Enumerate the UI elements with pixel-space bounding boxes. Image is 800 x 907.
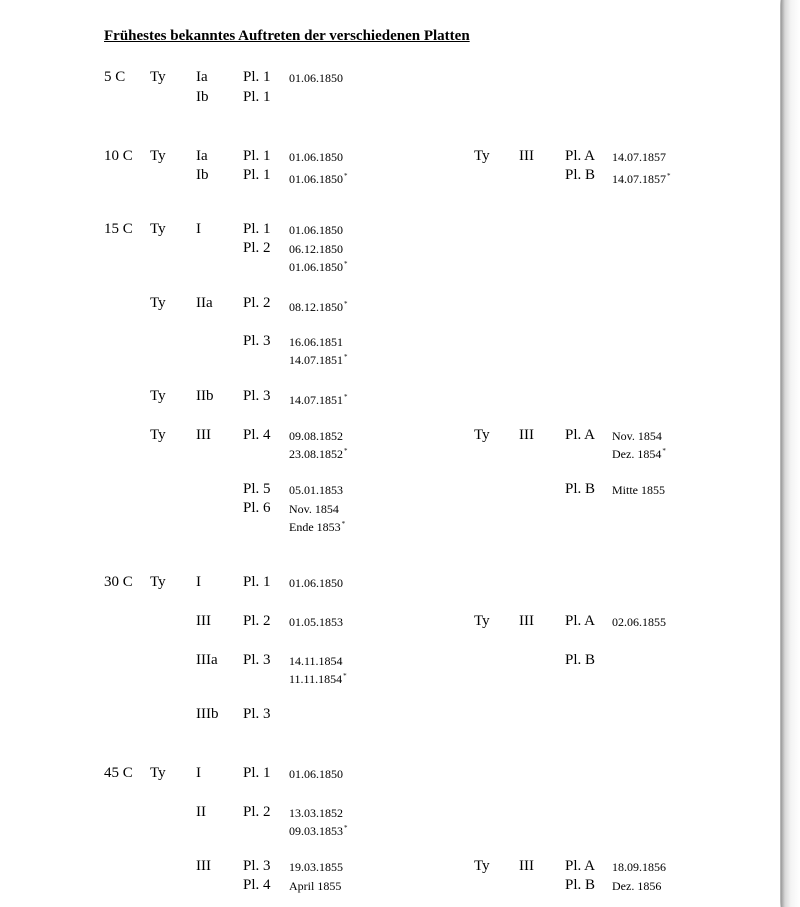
date-entry: 14.07.1857 (612, 150, 666, 164)
date-entry: 09.08.1852 (289, 429, 343, 443)
date-entry: 09.03.1853* (289, 824, 348, 838)
date-entry: Ende 1853* (289, 520, 346, 534)
date-entry: 01.05.1853 (289, 615, 343, 629)
plate-1: Pl. 1 (243, 89, 271, 105)
type-ty: Ty (474, 858, 490, 874)
plate-a: Pl. A (565, 613, 596, 629)
type-ty: Ty (150, 295, 166, 311)
plate-4: Pl. 4 (243, 427, 271, 443)
plate-b: Pl. B (565, 481, 596, 497)
type-iii: III (196, 613, 211, 629)
type-iii: III (196, 427, 211, 443)
plate-2: Pl. 2 (243, 613, 271, 629)
date-entry: 23.08.1852* (289, 447, 348, 461)
date-entry: 01.06.1850 (289, 71, 343, 85)
date-entry: Mitte 1855 (612, 483, 665, 497)
date-entry: 01.06.1850 (289, 576, 343, 590)
date-entry: 11.11.1854* (289, 672, 347, 686)
footnote-mark: * (344, 172, 348, 180)
date-entry: Nov. 1854 (612, 429, 662, 443)
plate-1: Pl. 1 (243, 69, 271, 85)
footnote-mark: * (344, 393, 348, 401)
plate-3: Pl. 3 (243, 706, 271, 722)
footnote-mark: * (667, 172, 671, 180)
type-ia: Ia (196, 69, 208, 85)
plate-3: Pl. 3 (243, 388, 271, 404)
plate-3: Pl. 3 (243, 858, 271, 874)
value-15c: 15 C (104, 221, 133, 237)
type-ty: Ty (150, 388, 166, 404)
plate-3: Pl. 3 (243, 652, 271, 668)
date-entry: 02.06.1855 (612, 615, 666, 629)
type-iii: III (519, 613, 534, 629)
value-5c: 5 C (104, 69, 126, 85)
date-entry: 08.12.1850* (289, 300, 348, 314)
page-edge-shadow (781, 0, 800, 907)
type-ty: Ty (150, 69, 166, 85)
plate-b: Pl. B (565, 652, 596, 668)
type-ii: II (196, 804, 206, 820)
plate-2: Pl. 2 (243, 804, 271, 820)
footnote-mark: * (344, 260, 348, 268)
type-ty: Ty (150, 765, 166, 781)
date-entry: 19.03.1855 (289, 860, 343, 874)
type-iia: IIa (196, 295, 213, 311)
plate-2: Pl. 2 (243, 295, 271, 311)
type-iii: III (519, 148, 534, 164)
date-entry: 01.06.1850* (289, 260, 348, 274)
type-ty: Ty (474, 148, 490, 164)
plate-5: Pl. 5 (243, 481, 271, 497)
date-entry: 01.06.1850 (289, 767, 343, 781)
footnote-mark: * (344, 300, 348, 308)
footnote-mark: * (341, 520, 346, 528)
type-ib: Ib (196, 167, 209, 183)
plate-b: Pl. B (565, 877, 596, 893)
date-entry: Nov. 1854 (289, 502, 339, 516)
date-entry: 14.11.1854 (289, 654, 343, 668)
plate-1: Pl. 1 (243, 765, 271, 781)
value-30c: 30 C (104, 574, 133, 590)
plate-6: Pl. 6 (243, 500, 271, 516)
date-entry: 16.06.1851 (289, 335, 343, 349)
plate-4: Pl. 4 (243, 877, 271, 893)
value-10c: 10 C (104, 148, 133, 164)
type-ty: Ty (474, 613, 490, 629)
value-45c: 45 C (104, 765, 133, 781)
date-entry: 13.03.1852 (289, 806, 343, 820)
page-title: Frühestes bekanntes Auftreten der verschiedenen Platten (104, 28, 470, 44)
type-i: I (196, 221, 201, 237)
plate-1: Pl. 1 (243, 574, 271, 590)
plate-2: Pl. 2 (243, 240, 271, 256)
plate-1: Pl. 1 (243, 148, 271, 164)
type-iib: IIb (196, 388, 214, 404)
date-entry: 14.07.1851* (289, 353, 348, 367)
type-iii: III (519, 858, 534, 874)
plate-a: Pl. A (565, 427, 596, 443)
plate-a: Pl. A (565, 148, 596, 164)
date-entry: 18.09.1856 (612, 860, 666, 874)
type-iii: III (519, 427, 534, 443)
date-entry: Dez. 1854* (612, 447, 666, 461)
date-entry: 01.06.1850 (289, 223, 343, 237)
plate-1: Pl. 1 (243, 221, 271, 237)
date-entry: April 1855 (289, 879, 342, 893)
footnote-mark: * (662, 447, 666, 455)
plate-3: Pl. 3 (243, 333, 271, 349)
type-ty: Ty (150, 427, 166, 443)
type-ib: Ib (196, 89, 209, 105)
type-i: I (196, 574, 201, 590)
date-entry: 01.06.1850 (289, 150, 343, 164)
date-entry: 14.07.1851* (289, 393, 348, 407)
footnote-mark: * (344, 824, 348, 832)
date-entry: Dez. 1856 (612, 879, 662, 893)
date-entry: 01.06.1850* (289, 172, 348, 186)
date-entry: 14.07.1857* (612, 172, 671, 186)
type-ty: Ty (474, 427, 490, 443)
footnote-mark: * (343, 672, 347, 680)
type-ty: Ty (150, 221, 166, 237)
date-entry: 05.01.1853 (289, 483, 343, 497)
type-iiib: IIIb (196, 706, 219, 722)
type-iii: III (196, 858, 211, 874)
type-ty: Ty (150, 148, 166, 164)
footnote-mark: * (344, 447, 348, 455)
type-iiia: IIIa (196, 652, 218, 668)
date-entry: 06.12.1850 (289, 242, 343, 256)
type-ia: Ia (196, 148, 208, 164)
footnote-mark: * (344, 353, 348, 361)
plate-a: Pl. A (565, 858, 596, 874)
type-ty: Ty (150, 574, 166, 590)
plate-1: Pl. 1 (243, 167, 271, 183)
plate-b: Pl. B (565, 167, 596, 183)
type-i: I (196, 765, 201, 781)
